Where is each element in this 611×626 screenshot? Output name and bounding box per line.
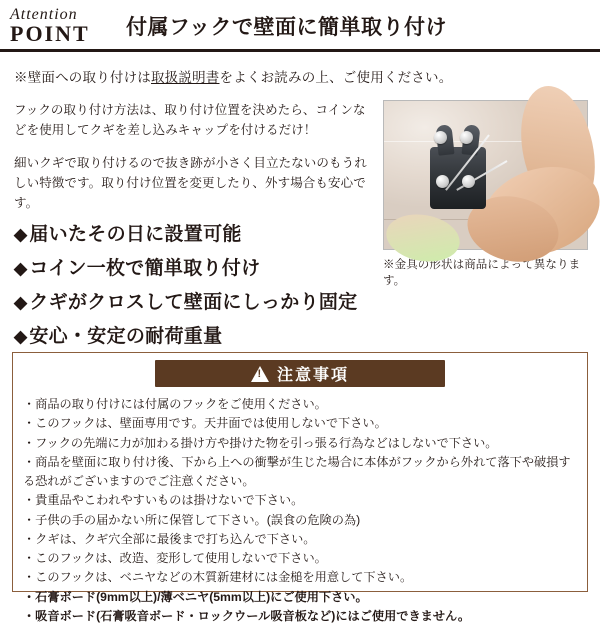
attention-word: Attention [10, 6, 78, 24]
caution-item: ・石膏ボード(9mm以上)/薄ベニヤ(5mm以上)にご使用下さい。 [23, 589, 368, 604]
header-divider [0, 49, 600, 52]
notice-prefix: ※壁面への取り付けは [14, 70, 151, 85]
notice-suffix: をよくお読みの上、ご使用ください。 [219, 70, 453, 85]
screw-cap-icon [434, 131, 447, 144]
caution-item: ・このフックは、ベニヤなどの木質新建材には金槌を用意して下さい。 [23, 570, 413, 585]
caution-item: ・商品を壁面に取り付け後、下から上への衝撃が生じた場合に本体がフックから外れて落下や破損する恐れがございますのでご注意ください。 [23, 454, 571, 489]
feature-label: 安心・安定の耐荷重量 [29, 326, 223, 348]
caution-title: 注意事項 [276, 367, 349, 384]
caution-item: ・このフックは、壁面専用です。天井面では使用しないで下さい。 [23, 416, 387, 431]
caution-item: ・貴重品やこわれやすいものは掛けないで下さい。 [23, 493, 304, 508]
feature-item [14, 327, 373, 346]
paragraph-2: 細いクギで取り付けるので抜き跡が小さく目立たないのもうれしい特徴です。取り付け位置を変更したり、外す場合も安心です。 [14, 155, 367, 210]
screw-cap-icon [462, 175, 475, 188]
caution-item: ・子供の手の届かない所に保管して下さい。(誤食の危険の為) [23, 512, 361, 527]
diamond-bullet-icon: ◆ [14, 225, 28, 245]
caution-item: ・このフックは、改造、変形して使用しないで下さい。 [23, 551, 327, 566]
screw-cap-icon [436, 175, 449, 188]
caution-box [12, 352, 588, 623]
feature-label: クギがクロスして壁面にしっかり固定 [29, 292, 358, 314]
body-columns [0, 100, 600, 395]
photo-caption: ※金具の形状は商品によって異なります。 [383, 259, 581, 287]
feature-item [14, 225, 373, 244]
caution-item: ・フックの先端に力が加わる掛け方や掛けた物を引っ張る行為などはしないで下さい。 [23, 435, 498, 450]
feature-label: コイン一枚で簡単取り付け [29, 258, 261, 280]
point-word: POINT [10, 20, 90, 46]
caution-header [155, 360, 445, 387]
caution-item: ・吸音ボード(石膏吸音ボード・ロックウール吸音板など)にはご使用できません。 [23, 608, 471, 623]
feature-item [14, 293, 373, 312]
notice-line [14, 66, 600, 86]
hook-installation-photo [383, 100, 588, 250]
diamond-bullet-icon: ◆ [14, 293, 28, 313]
paragraph-1: フックの取り付け方法は、取り付け位置を決めたら、コインなどを使用してクギを差し込みキャップを付けるだけ！ [14, 103, 366, 138]
page-title: 付属フックで壁面に簡単取り付け [126, 16, 448, 39]
caution-item: ・クギは、クギ穴全部に最後まで打ち込んで下さい。 [23, 531, 316, 546]
feature-label: 届いたその日に設置可能 [29, 224, 242, 246]
feature-item [14, 259, 373, 278]
attention-point-badge [0, 7, 122, 45]
screw-cap-icon [460, 131, 473, 144]
notice-underlined: 取扱説明書 [151, 70, 220, 85]
diamond-bullet-icon: ◆ [14, 259, 28, 279]
photo-image [384, 101, 587, 249]
body-left-column [14, 100, 383, 395]
caution-item: ・商品の取り付けには付属のフックをご使用ください。 [23, 397, 327, 411]
warning-triangle-icon [251, 366, 269, 382]
page-header [0, 0, 600, 52]
caution-list [23, 395, 577, 626]
diamond-bullet-icon: ◆ [14, 327, 28, 347]
body-right-column [383, 100, 588, 395]
